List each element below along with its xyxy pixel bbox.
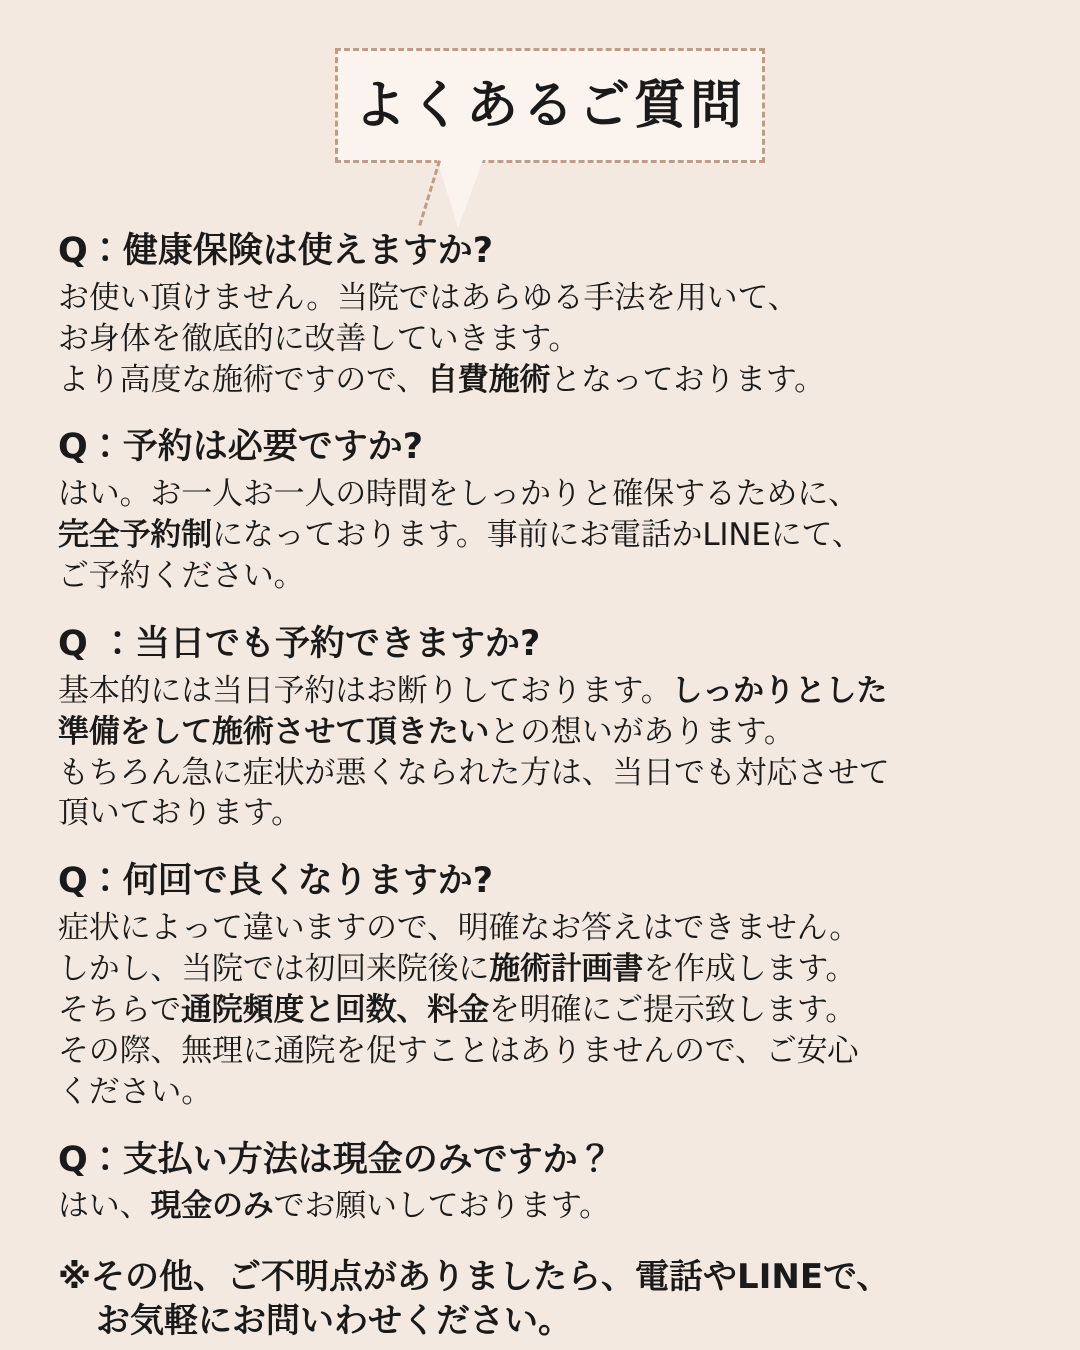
faq-answer-line: [58, 278, 1022, 319]
faq-answer-text: 症状によって違いますので、明確なお答えはできません。: [58, 910, 861, 947]
faq-answer-line: [58, 474, 1022, 515]
closing-note-line2: お気軽にお問いわせください。: [96, 1301, 572, 1342]
faq-answer-text: より高度な施術ですので、: [58, 361, 427, 398]
faq-question: Q：何回で良くなりますか?: [58, 861, 494, 902]
faq-answer-text: しかし、当院では初回来院後に: [58, 950, 490, 987]
faq-answer-emphasis: 施術計画書: [489, 950, 644, 987]
faq-answer-text: ご予約ください。: [58, 558, 305, 595]
faq-answer-emphasis: しっかりとした: [671, 672, 888, 709]
title-banner: [0, 0, 1080, 230]
speech-bubble-tail-outline: [418, 160, 444, 227]
faq-answer-line: [58, 793, 1022, 834]
closing-note-line1: ※その他、ご不明点がありましたら、電話やLINEで、: [58, 1257, 891, 1298]
faq-answer: [58, 671, 1022, 835]
faq-answer-line: [58, 1072, 1022, 1113]
faq-answer-line: [58, 1031, 1022, 1072]
faq-answer-emphasis: 通院頻度と回数、料金: [180, 991, 489, 1028]
closing-note: [58, 1255, 1022, 1343]
faq-item: [58, 860, 1022, 1112]
note-section: [0, 1255, 1080, 1343]
faq-answer-text: そちらで: [58, 991, 181, 1028]
faq-item: [58, 230, 1022, 400]
faq-answer-emphasis: 現金のみ: [150, 1188, 274, 1225]
faq-answer-line: [58, 712, 1022, 753]
faq-list: [0, 230, 1080, 1227]
faq-question: Q：健康保険は使えますか?: [58, 231, 494, 271]
faq-answer-text: 基本的には当日予約はお断りしております。: [58, 672, 672, 709]
faq-answer-text: お身体を徹底的に改善していきます。: [58, 320, 580, 357]
faq-answer-line: [58, 671, 1022, 712]
faq-answer-text: を明確にご提示致します。: [488, 991, 857, 1028]
faq-question: Q：支払い方法は現金のみですか？: [58, 1139, 613, 1180]
faq-item: [58, 623, 1022, 834]
faq-answer-line: [58, 515, 1022, 556]
faq-answer-text: でお願いしております。: [273, 1188, 610, 1225]
faq-question: Q ：当日でも予約できますか?: [58, 623, 541, 664]
faq-answer: [58, 474, 1022, 597]
faq-answer-text: はい、: [58, 1188, 151, 1225]
faq-answer-line: [58, 908, 1022, 949]
faq-answer-line: [58, 1186, 1022, 1227]
faq-question: Q：予約は必要ですか?: [58, 427, 424, 468]
faq-answer-text: との想いがあります。: [489, 713, 795, 750]
faq-answer-text: その際、無理に通院を促すことはありませんので、ご安心: [58, 1032, 859, 1069]
faq-answer-emphasis: 自費施術: [426, 361, 551, 398]
faq-answer-text: 頂いております。: [58, 795, 302, 832]
faq-answer-text: を作成します。: [643, 950, 857, 987]
faq-answer-text: もちろん急に症状が悪くなられた方は、当日でも対応させて: [58, 754, 890, 791]
title-box: [335, 48, 765, 163]
faq-answer: [58, 278, 1022, 401]
faq-answer-text: はい。お一人お一人の時間をしっかりと確保するために、: [58, 476, 859, 513]
faq-answer: [58, 908, 1022, 1113]
faq-item: [58, 426, 1022, 596]
faq-answer: [58, 1186, 1022, 1227]
faq-answer-emphasis: 準備をして施術させて頂きたい: [58, 713, 490, 750]
faq-answer-text: となっております。: [550, 361, 825, 398]
speech-bubble-tail: [437, 160, 483, 228]
faq-answer-line: [58, 949, 1022, 990]
faq-answer-line: [58, 556, 1022, 597]
faq-answer-text: になっております。事前にお電話かLINEにて、: [212, 517, 863, 554]
faq-answer-emphasis: 完全予約制: [58, 517, 212, 554]
faq-item: [58, 1139, 1022, 1228]
faq-answer-text: お使い頂けません。当院ではあらゆる手法を用いて、: [58, 279, 799, 316]
faq-answer-line: [58, 990, 1022, 1031]
page-title: よくあるご質問: [353, 75, 746, 136]
faq-answer-text: ください。: [58, 1073, 212, 1110]
faq-answer-line: [58, 319, 1022, 360]
faq-answer-line: [58, 753, 1022, 794]
faq-answer-line: [58, 360, 1022, 401]
